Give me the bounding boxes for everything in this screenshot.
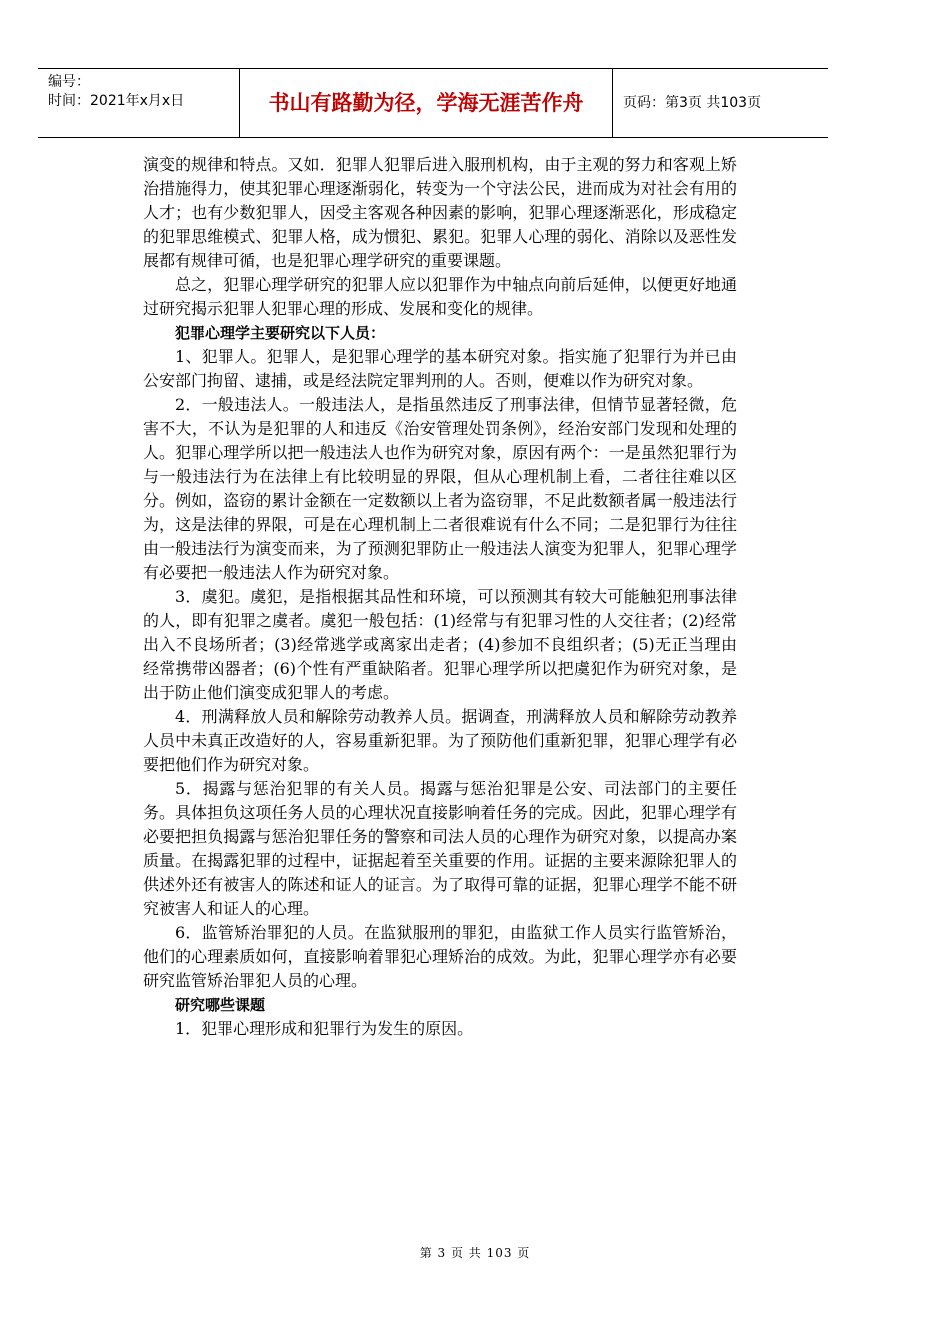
paragraph: 总之，犯罪心理学研究的犯罪人应以犯罪作为中轴点向前后延伸，以便更好地通过研究揭示犯罪人犯罪心理的形成、发展和变化的规律。 bbox=[143, 275, 737, 318]
paragraph: 1、犯罪人。犯罪人，是犯罪心理学的基本研究对象。指实施了犯罪行为并已由公安部门拘留、逮捕，或是经法院定罪判刑的人。否则，便难以作为研究对象。 bbox=[143, 347, 737, 390]
section-heading: 研究哪些课题 bbox=[175, 996, 266, 1014]
header-page-info: 页码：第3页 共103页 bbox=[623, 95, 762, 111]
paragraph: 4．刑满释放人员和解除劳动教养人员。据调查，刑满释放人员和解除劳动教养人员中未真正改造好的人，容易重新犯罪。为了预防他们重新犯罪，犯罪心理学有必要把他们作为研究对象。 bbox=[143, 707, 737, 774]
serial-label: 编号： bbox=[48, 74, 90, 90]
document-body bbox=[143, 153, 737, 1041]
time-label: 时间：2021年x月x日 bbox=[48, 93, 185, 109]
section-heading: 犯罪心理学主要研究以下人员： bbox=[175, 324, 386, 342]
header-meta-cell bbox=[38, 69, 240, 137]
paragraph: 6．监管矫治罪犯的人员。在监狱服刑的罪犯，由监狱工作人员实行监管矫治，他们的心理素质如何，直接影响着罪犯心理矫治的成效。为此，犯罪心理学亦有必要研究监管矫治罪犯人员的心理。 bbox=[143, 923, 737, 990]
paragraph: 5．揭露与惩治犯罪的有关人员。揭露与惩治犯罪是公安、司法部门的主要任务。具体担负这项任务人员的心理状况直接影响着任务的完成。因此，犯罪心理学有必要把担负揭露与惩治犯罪任务的警察和司法人员的心理作为研究对象，以提高办案质量。在揭露犯罪的过程中，证据起着至关重要的作用。证据的主要来源除犯罪人的供述外还有被害人的陈述和证人的证言。为了取得可靠的证据，犯罪心理学不能不研究被害人和证人的心理。 bbox=[143, 779, 737, 918]
page-header-table bbox=[38, 68, 828, 138]
paragraph: 1．犯罪心理形成和犯罪行为发生的原因。 bbox=[175, 1019, 474, 1038]
paragraph: 2．一般违法人。一般违法人，是指虽然违反了刑事法律，但情节显著轻微，危害不大，不认为是犯罪的人和违反《治安管理处罚条例》，经治安部门发现和处理的人。犯罪心理学所以把一般违法人也作为研究对象，原因有两个：一是虽然犯罪行为与一般违法行为在法律上有比较明显的界限，但从心理机制上看，二者往往难以区分。例如，盗窃的累计金额在一定数额以上者为盗窃罪，不足此数额者属一般违法行为，这是法律的界限，可是在心理机制上二者很难说有什么不同；二是犯罪行为往往由一般违法行为演变而来，为了预测犯罪防止一般违法人演变为犯罪人，犯罪心理学有必要把一般违法人作为研究对象。 bbox=[143, 395, 737, 582]
header-motto: 书山有路勤为径，学海无涯苦作舟 bbox=[240, 69, 613, 137]
paragraph: 3．虞犯。虞犯，是指根据其品性和环境，可以预测其有较大可能触犯刑事法律的人，即有犯罪之虞者。虞犯一般包括：(1)经常与有犯罪习性的人交往者；(2)经常出入不良场所者；(3)经常逃学或离家出走者；(4)参加不良组织者；(5)无正当理由经常携带凶器者；(6)个性有严重缺陷者。犯罪心理学所以把虞犯作为研究对象，是出于防止他们演变成犯罪人的考虑。 bbox=[143, 587, 737, 702]
paragraph: 演变的规律和特点。又如．犯罪人犯罪后进入服刑机构，由于主观的努力和客观上矫治措施得力，使其犯罪心理逐渐弱化，转变为一个守法公民，进而成为对社会有用的人才；也有少数犯罪人，因受主客观各种因素的影响，犯罪心理逐渐恶化，形成稳定的犯罪思维模式、犯罪人格，成为惯犯、累犯。犯罪人心理的弱化、消除以及恶性发展都有规律可循，也是犯罪心理学研究的重要课题。 bbox=[143, 155, 737, 270]
page-footer: 第 3 页 共 103 页 bbox=[419, 1246, 531, 1260]
